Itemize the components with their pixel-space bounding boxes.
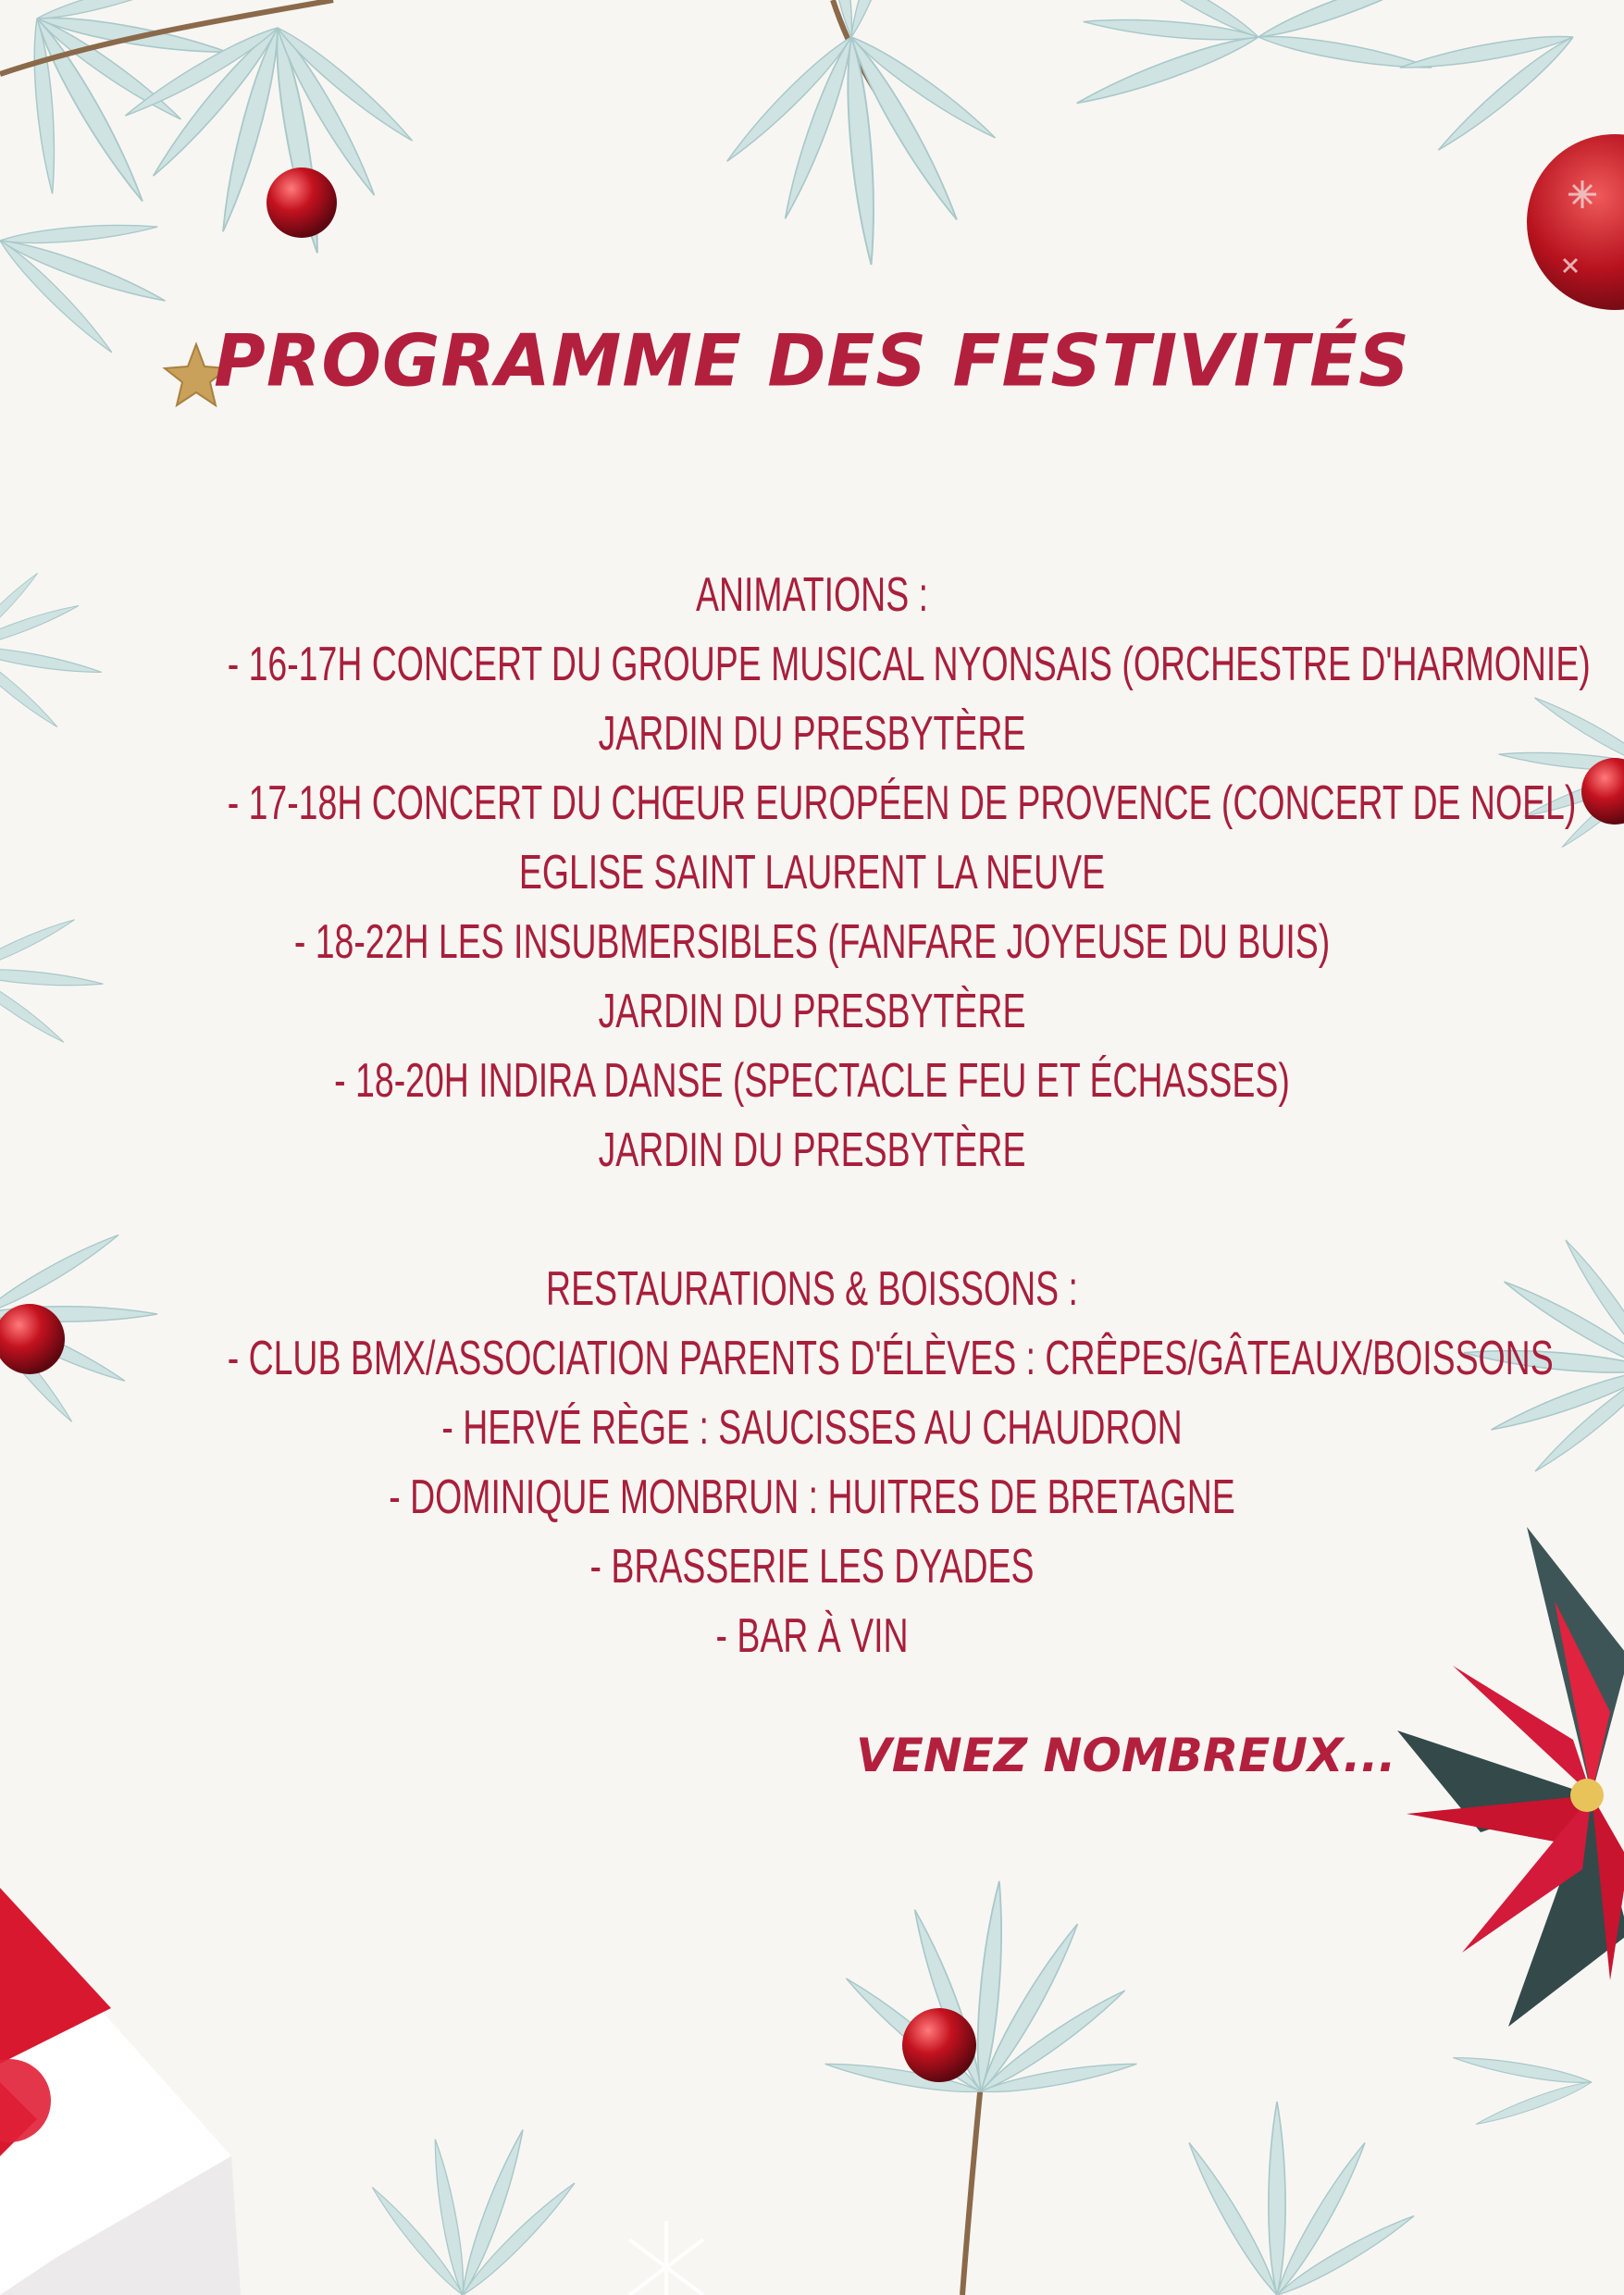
gift-box-icon [0,1888,241,2295]
animation-line: EGLISE SAINT LAURENT LA NEUVE [518,846,1106,899]
restauration-line: - BRASSERIE LES DYADES [589,1540,1035,1594]
animation-line: - 16-17H CONCERT DU GROUPE MUSICAL NYONSAIS (ORCHESTRE D'HARMONIE) [227,638,1591,691]
restauration-line: - BAR À VIN [715,1609,909,1663]
red-bauble-icon [1527,134,1624,310]
animation-line: JARDIN DU PRESBYTÈRE [598,1123,1026,1177]
page-title: PROGRAMME DES FESTIVITÉS [214,318,1410,403]
animation-line: - 18-22H LES INSUBMERSIBLES (FANFARE JOYEUSE DU BUIS) [293,915,1331,969]
pine-branch-icon [722,0,1000,266]
section-gap [0,1185,1624,1255]
snowflake-icon [629,2221,703,2295]
pine-branch-icon [1073,0,1578,155]
pine-branch-icon [367,1880,1593,2295]
restaurations-heading: RESTAURATIONS & BOISSONS : [546,1262,1078,1316]
animation-line: JARDIN DU PRESBYTÈRE [598,985,1026,1038]
restauration-line: - DOMINIQUE MONBRUN : HUITRES DE BRETAGNE [389,1470,1235,1524]
closing-text: VENEZ NOMBREUX... [856,1729,1396,1782]
restauration-line: - CLUB BMX/ASSOCIATION PARENTS D'ÉLÈVES : CRÊPES/GÂTEAUX/BOISSONS [227,1332,1554,1385]
restauration-line: - HERVÉ RÈGE : SAUCISSES AU CHAUDRON [441,1401,1183,1455]
pine-branch-icon [0,0,417,357]
animation-line: JARDIN DU PRESBYTÈRE [598,707,1026,761]
animation-line: - 17-18H CONCERT DU CHŒUR EUROPÉEN DE PROVENCE (CONCERT DE NOEL) [227,776,1577,830]
animations-heading: ANIMATIONS : [695,568,929,622]
animation-line: - 18-20H INDIRA DANSE (SPECTACLE FEU ET ÉCHASSES) [334,1054,1290,1108]
programme-content [0,561,1624,1671]
